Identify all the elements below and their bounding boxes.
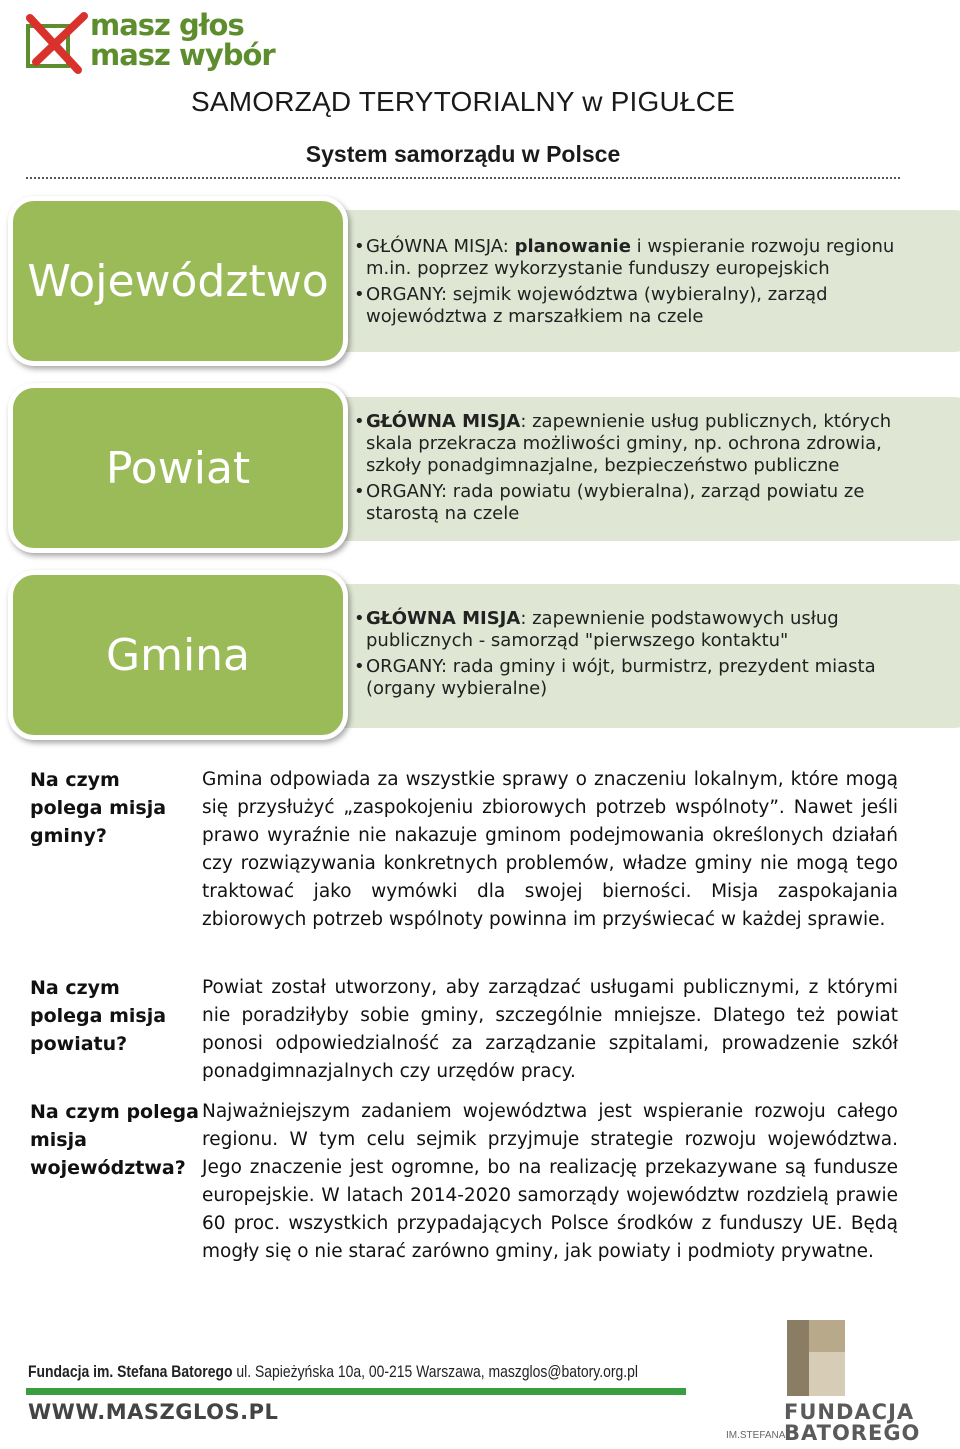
masz-glos-logo (26, 10, 276, 76)
level-row-gmina (0, 570, 960, 746)
level-row-wojewodztwo (0, 196, 960, 372)
footer-divider (26, 1388, 686, 1395)
mission-item: • GŁÓWNA MISJA: zapewnienie usług publicznych, których skala przekracza możliwości gminy, np. ochrona zdrowia, szkoły ponadgimnazjalne, bezpieczeństwo publiczne (354, 411, 934, 477)
batory-line-1: FUNDACJA (784, 1400, 915, 1424)
footer-address-text: ul. Sapieżyńska 10a, 00-215 Warszawa, maszglos@batory.org.pl (232, 1362, 638, 1381)
level-box-wojewodztwo (8, 196, 348, 366)
question: Na czym polega misja gminy? (30, 769, 167, 847)
answer: Powiat został utworzony, aby zarządzać usługami publicznymi, z którymi nie poradziłyby sobie gminy, szczególnie mniejsze. Dlatego też powiat ponosi odpowiedzialność za zarządzanie szpitalami, prowadzenie szkół ponadgimnazjalnych czy urzędów pracy. (202, 977, 898, 1082)
answer: Najważniejszym zadaniem województwa jest wspieranie rozwoju całego regionu. W tym celu sejmik przyjmuje strategie rozwoju województwa. Jego znaczenie jest ogromne, bo na realizację przekazywane są fundusze europejskie. W latach 2014-2020 samorządy województw rozdzielą prawie 60 proc. wszystkich przypadających Polsce środków z funduszy UE. Będą mogły się o nie starać zarówno gminy, jak powiaty i podmioty prywatne. (202, 1101, 898, 1262)
level-name: Województwo (27, 255, 329, 307)
level-description (354, 608, 934, 704)
batory-line-2: BATOREGO (784, 1421, 921, 1445)
level-row-powiat (0, 383, 960, 559)
level-name: Gmina (105, 629, 251, 681)
mission-item: • GŁÓWNA MISJA: zapewnienie podstawowych usług publicznych - samorząd "pierwszego kontaktu" (354, 608, 934, 652)
dotted-divider (26, 177, 900, 179)
website-link[interactable]: WWW.MASZGLOS.PL (28, 1400, 279, 1424)
page-subtitle: System samorządu w Polsce (305, 141, 621, 167)
level-box-powiat (8, 383, 348, 553)
fundacja-batorego-logo (726, 1318, 946, 1448)
organs-item: • ORGANY: rada gminy i wójt, burmistrz, prezydent miasta (organy wybieralne) (354, 656, 934, 700)
answer: Gmina odpowiada za wszystkie sprawy o znaczeniu lokalnym, które mogą się przysłużyć „zaspokojeniu zbiorowych potrzeb wspólnoty”. Nawet jeśli prawo wyraźnie nie nakazuje gminom podejmowania określonych działań czy rozwiązywania konkretnych problemów, władze gminy nie mogą tego traktować jako wymówki dla swojej bierności. Misja zaspokajania zbiorowych potrzeb wspólnoty powinna im przyświecać w każdej sprawie. (202, 769, 898, 930)
mission-item: • GŁÓWNA MISJA: planowanie i wspieranie rozwoju regionu m.in. poprzez wykorzystanie funduszy europejskich (354, 236, 934, 280)
level-name: Powiat (105, 442, 251, 494)
level-description (354, 236, 934, 332)
logo-line-1: masz głos (90, 8, 244, 42)
batory-small-text: IM.STEFANA (726, 1430, 786, 1441)
logo-line-2: masz wybór (90, 38, 275, 72)
question: Na czym polega misja powiatu? (30, 977, 167, 1055)
ballot-x-icon (26, 12, 88, 74)
logo-text (90, 10, 275, 70)
organs-item: • ORGANY: sejmik województwa (wybieralny), zarząd województwa z marszałkiem na czele (354, 284, 934, 328)
organs-item: • ORGANY: rada powiatu (wybieralna), zarząd powiatu ze starostą na czele (354, 481, 934, 525)
footer-address (28, 1362, 638, 1382)
level-description (354, 411, 934, 529)
batory-emblem-icon (781, 1318, 851, 1398)
page-title: SAMORZĄD TERYTORIALNY w PIGUŁCE (190, 86, 736, 117)
footer-org-name: Fundacja im. Stefana Batorego (28, 1362, 233, 1381)
level-box-gmina (8, 570, 348, 740)
question: Na czym polega misja województwa? (30, 1101, 199, 1179)
